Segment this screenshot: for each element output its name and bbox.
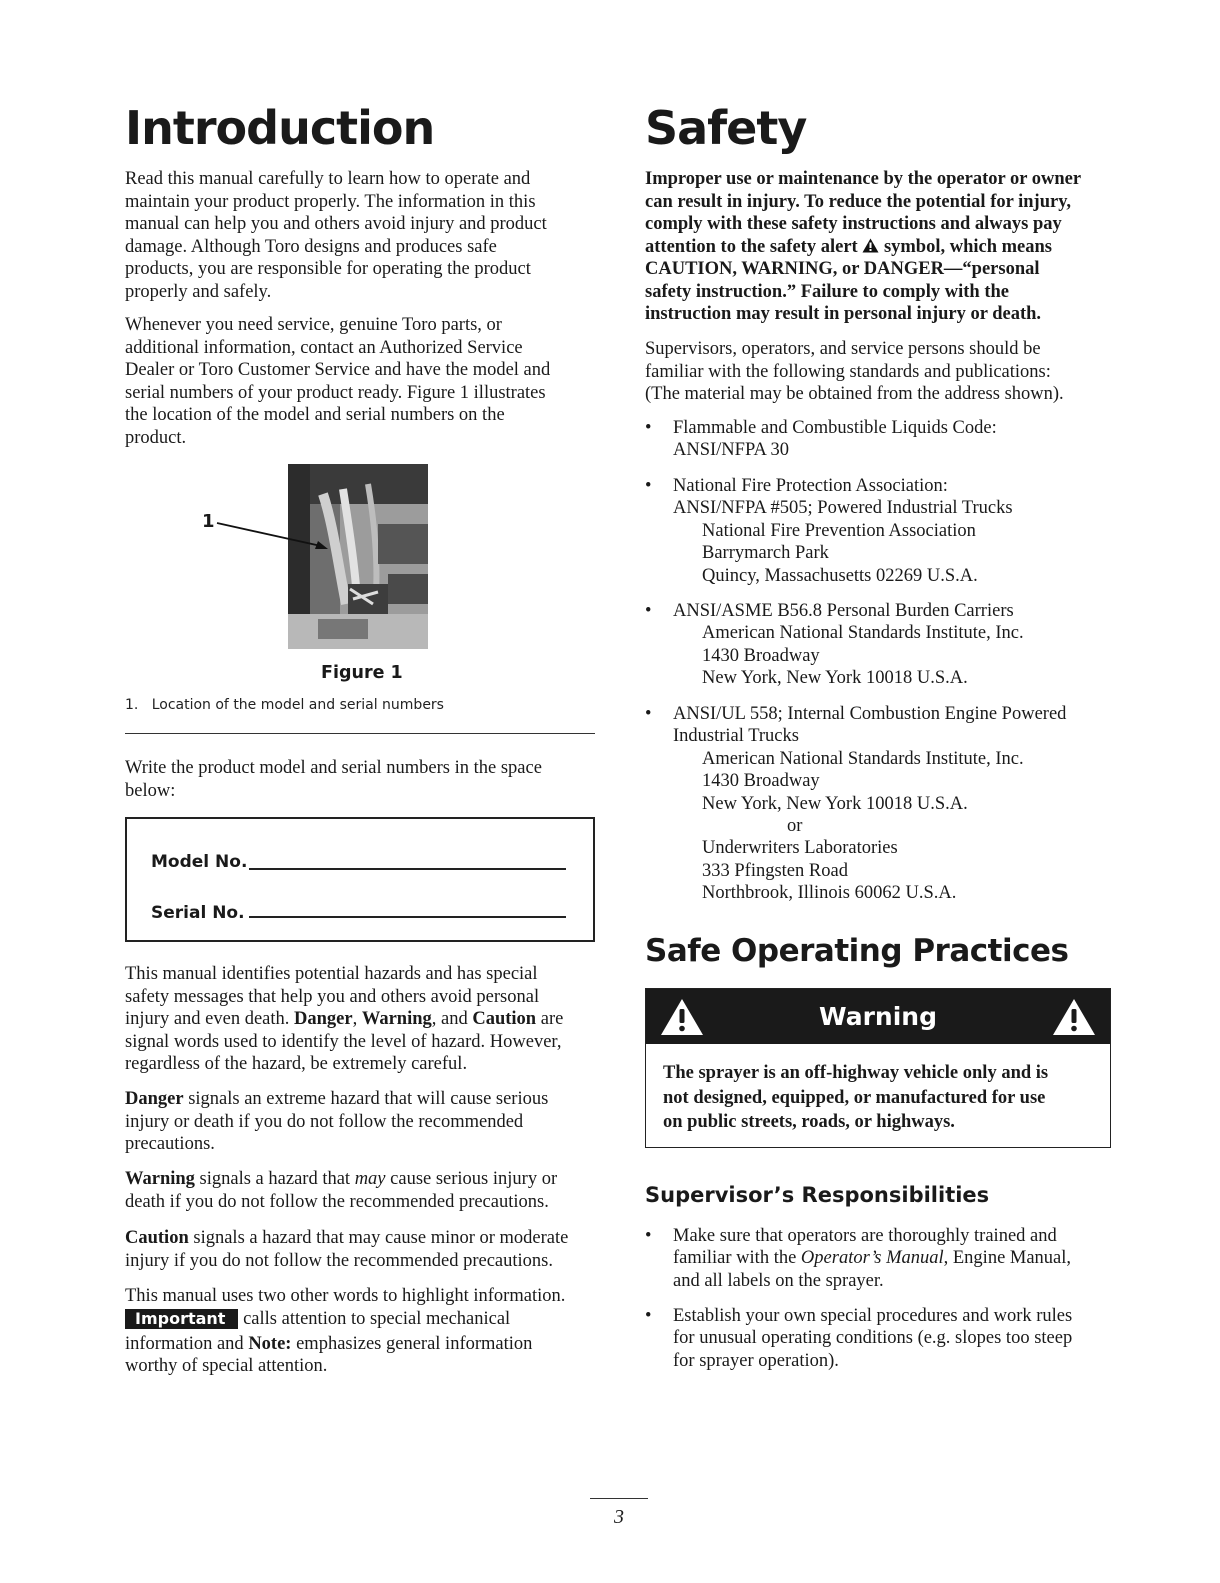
safety-heading: Safety xyxy=(645,101,807,155)
other-words-paragraph: This manual uses two other words to highlight information. Important calls attention to special mechanical information and Note: emphasizes general information worthy of special attention. xyxy=(125,1286,566,1376)
danger-definition: Danger signals an extreme hazard that will cause serious injury or death if you do not follow the recommended precautions. xyxy=(125,1089,549,1154)
figure-callout-number: 1 xyxy=(202,511,215,532)
bullet: • xyxy=(645,601,652,621)
figure-caption: Figure 1 xyxy=(321,663,403,683)
figure-1-photo xyxy=(288,464,428,649)
safety-intro-bold: Improper use or maintenance by the operator or owner can result in injury. To reduce the potential for injury, comply with these safety instructions and always pay attention to the safety alert symbol, which means CAUTION, WARNING, or DANGER—“personal safety instruction.” Failure to comply with the instruction may result in personal injury or death. xyxy=(645,169,1082,324)
serial-number-field[interactable] xyxy=(249,916,566,918)
warning-triangle-icon xyxy=(1052,998,1096,1036)
supervisor-responsibilities-heading: Supervisor’s Responsibilities xyxy=(645,1183,990,1207)
serial-number-label: Serial No. xyxy=(151,903,245,923)
bullet: • xyxy=(645,418,652,438)
safety-alert-icon xyxy=(862,238,879,253)
model-number-label: Model No. xyxy=(151,852,248,872)
divider xyxy=(125,733,595,734)
model-number-field[interactable] xyxy=(249,868,566,870)
warning-header xyxy=(646,989,1110,1044)
hazard-paragraph: This manual identifies potential hazards and has special safety messages that help you and others avoid personal injury and even death. Danger, Warning, and Caution are signal words used to identify the level of hazard. However, regardless of the hazard, be extremely careful. xyxy=(125,964,564,1074)
bullet: • xyxy=(645,476,652,496)
warning-box xyxy=(645,988,1111,1148)
caution-definition: Caution signals a hazard that may cause minor or moderate injury if you do not follow the recommended precautions. xyxy=(125,1228,569,1271)
intro-paragraph-2: Whenever you need service, genuine Toro parts, or additional information, contact an Authorized Service Dealer or Toro Customer Service and have the model and serial numbers of your product ready. Figure 1 illustrates the location of the model and serial numbers on the product. xyxy=(125,315,551,448)
page-number: 3 xyxy=(614,1506,624,1528)
model-serial-box xyxy=(125,817,595,942)
warning-definition: Warning signals a hazard that may cause serious injury or death if you do not follow the recommended precautions. xyxy=(125,1169,558,1212)
figure-legend: 1. Location of the model and serial numbers xyxy=(125,697,444,713)
model-serial-location-photo xyxy=(288,464,428,649)
warning-title: Warning xyxy=(819,1002,937,1031)
safe-operating-practices-heading: Safe Operating Practices xyxy=(645,933,1069,969)
warning-message: The sprayer is an off-highway vehicle only and is not designed, equipped, or manufactured for use on public streets, roads, or highways. xyxy=(663,1063,1049,1132)
bullet: • xyxy=(645,704,652,724)
supervisors-paragraph: Supervisors, operators, and service persons should be familiar with the following standards and publications: (The material may be obtained from the address shown). xyxy=(645,339,1064,404)
important-badge: Important xyxy=(125,1309,238,1329)
intro-paragraph-1: Read this manual carefully to learn how to operate and maintain your product properly. The information in this manual can help you and others avoid injury and product damage. Although Toro designs and produces safe products, you are responsible for operating the product properly and safely. xyxy=(125,169,547,302)
write-numbers-instruction: Write the product model and serial numbers in the space below: xyxy=(125,758,542,801)
introduction-heading: Introduction xyxy=(125,101,435,155)
footer-rule xyxy=(590,1498,648,1499)
bullet: • xyxy=(645,1226,652,1246)
bullet: • xyxy=(645,1306,652,1326)
callout-arrow-icon xyxy=(215,515,340,555)
